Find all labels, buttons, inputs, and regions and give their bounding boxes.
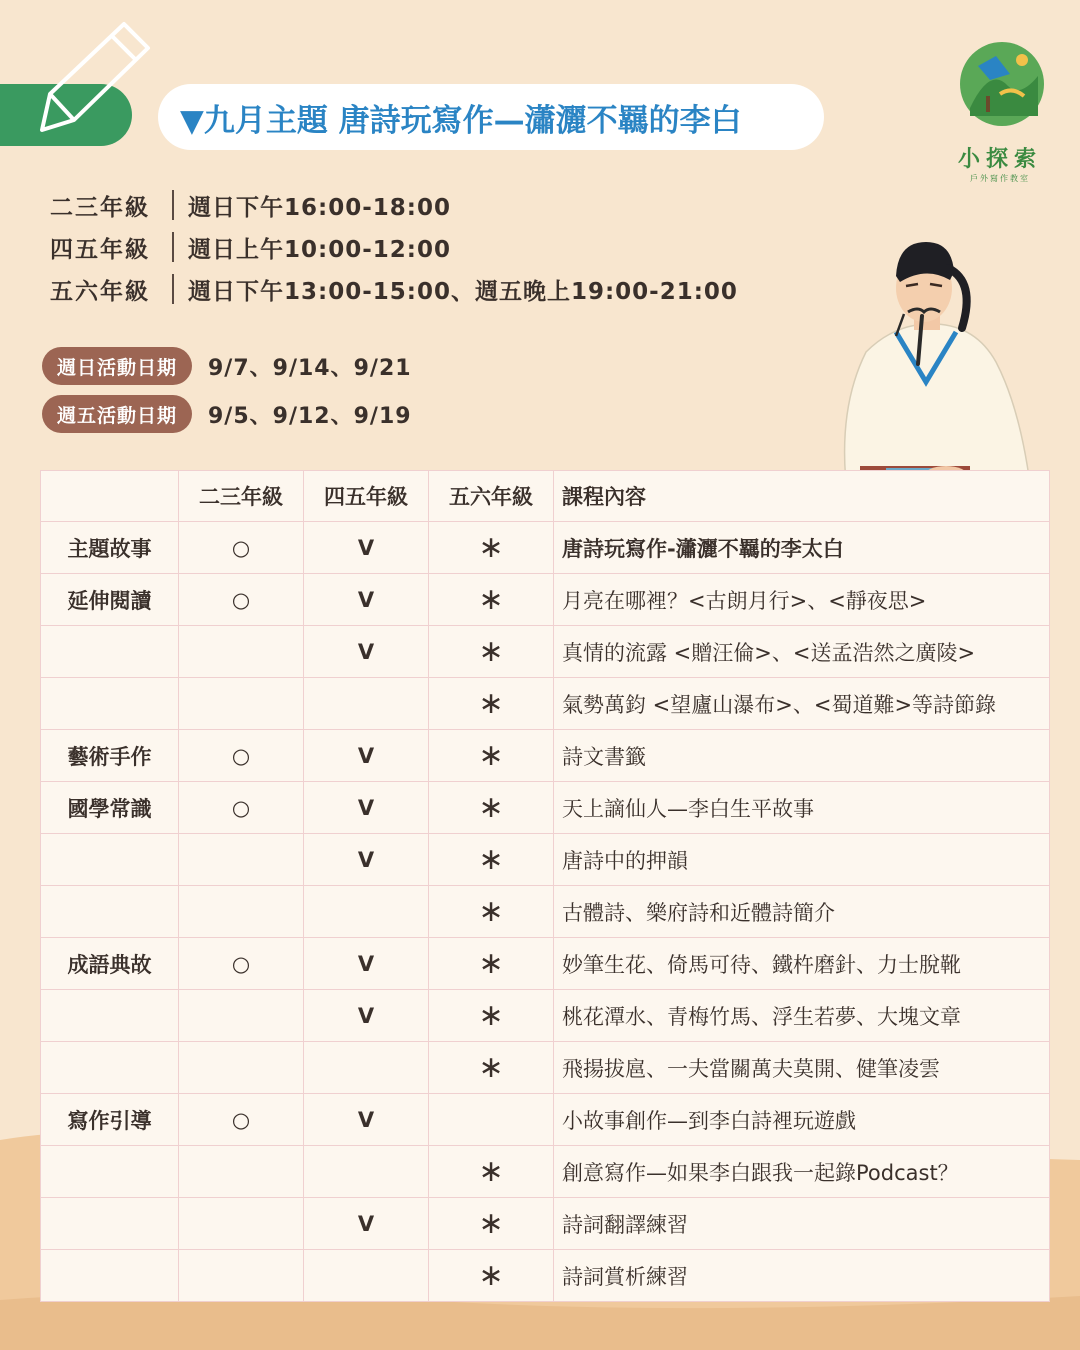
grade-45-mark: V [304, 626, 429, 678]
grade-23-mark [179, 678, 304, 730]
row-category: 寫作引導 [41, 1094, 179, 1146]
row-category [41, 990, 179, 1042]
table-row [41, 626, 1050, 678]
schedule-row [50, 184, 738, 226]
grade-23-mark: ○ [179, 938, 304, 990]
page-title [158, 84, 824, 150]
row-content: 月亮在哪裡？<古朗月行>、<靜夜思> [554, 574, 1050, 626]
table-row [41, 886, 1050, 938]
grade-23-mark: ○ [179, 522, 304, 574]
grade-56-mark: ∗ [429, 626, 554, 678]
column-header-category [41, 471, 179, 522]
grade-45-mark [304, 1042, 429, 1094]
row-content: 古體詩、樂府詩和近體詩簡介 [554, 886, 1050, 938]
date-value: 9/5、9/12、9/19 [208, 403, 412, 429]
grade-45-mark [304, 1250, 429, 1302]
grade-23-mark [179, 1146, 304, 1198]
li-bai-portrait-illustration [826, 232, 1036, 500]
schedule-time: 週日上午10:00-12:00 [188, 236, 451, 263]
table-row [41, 1042, 1050, 1094]
grade-56-mark: ∗ [429, 1198, 554, 1250]
grade-56-mark: ∗ [429, 938, 554, 990]
row-category [41, 626, 179, 678]
grade-45-mark: V [304, 990, 429, 1042]
row-category: 延伸閱讀 [41, 574, 179, 626]
table-row [41, 834, 1050, 886]
grade-23-mark: ○ [179, 574, 304, 626]
grade-23-mark: ○ [179, 730, 304, 782]
grade-45-mark: V [304, 782, 429, 834]
date-value: 9/7、9/14、9/21 [208, 355, 412, 381]
table-row [41, 522, 1050, 574]
table-row [41, 990, 1050, 1042]
table-header-row [41, 471, 1050, 522]
grade-23-mark [179, 1042, 304, 1094]
grade-56-mark [429, 1094, 554, 1146]
schedule-row [50, 268, 738, 310]
date-label-badge: 週日活動日期 [42, 347, 192, 385]
activity-dates [42, 346, 412, 442]
row-category [41, 678, 179, 730]
grade-45-mark: V [304, 574, 429, 626]
grade-45-mark: V [304, 730, 429, 782]
grade-23-mark: ○ [179, 1094, 304, 1146]
row-category [41, 1250, 179, 1302]
row-category [41, 1198, 179, 1250]
grade-45-mark: V [304, 1198, 429, 1250]
grade-56-mark: ∗ [429, 1146, 554, 1198]
divider [172, 232, 174, 262]
grade-23-mark [179, 886, 304, 938]
grade-56-mark: ∗ [429, 990, 554, 1042]
table-row [41, 1146, 1050, 1198]
row-category [41, 1042, 179, 1094]
grade-23-mark: ○ [179, 782, 304, 834]
grade-56-mark: ∗ [429, 834, 554, 886]
row-content: 真情的流露 <贈汪倫>、<送孟浩然之廣陵> [554, 626, 1050, 678]
table-row [41, 938, 1050, 990]
date-label-badge: 週五活動日期 [42, 395, 192, 433]
table-row [41, 730, 1050, 782]
column-header-grade-56: 五六年級 [429, 471, 554, 522]
grade-56-mark: ∗ [429, 782, 554, 834]
schedule-list [50, 184, 738, 310]
grade-45-mark: V [304, 938, 429, 990]
row-content: 唐詩中的押韻 [554, 834, 1050, 886]
row-category: 國學常識 [41, 782, 179, 834]
schedule-time: 週日下午16:00-18:00 [188, 194, 451, 221]
column-header-grade-23: 二三年級 [179, 471, 304, 522]
row-content: 氣勢萬鈞 <望廬山瀑布>、<蜀道難>等詩節錄 [554, 678, 1050, 730]
table-row [41, 782, 1050, 834]
grade-56-mark: ∗ [429, 678, 554, 730]
pencil-icon [30, 18, 160, 140]
schedule-time: 週日下午13:00-15:00、週五晚上19:00-21:00 [188, 278, 738, 305]
schedule-grade: 四五年級 [50, 236, 150, 263]
grade-56-mark: ∗ [429, 522, 554, 574]
grade-23-mark [179, 626, 304, 678]
divider [172, 190, 174, 220]
row-content: 桃花潭水、青梅竹馬、浮生若夢、大塊文章 [554, 990, 1050, 1042]
grade-23-mark [179, 1250, 304, 1302]
grade-45-mark: V [304, 834, 429, 886]
schedule-grade: 五六年級 [50, 278, 150, 305]
brand-logo [945, 36, 1055, 186]
row-category [41, 834, 179, 886]
grade-45-mark [304, 886, 429, 938]
logo-emblem-icon [950, 36, 1050, 136]
grade-56-mark: ∗ [429, 574, 554, 626]
row-content: 天上謫仙人—李白生平故事 [554, 782, 1050, 834]
page-title-text: ▼九月主題 唐詩玩寫作—瀟灑不羈的李白 [180, 102, 742, 139]
table-row [41, 574, 1050, 626]
grade-23-mark [179, 990, 304, 1042]
row-content: 創意寫作—如果李白跟我一起錄Podcast？ [554, 1146, 1050, 1198]
row-content: 詩詞賞析練習 [554, 1250, 1050, 1302]
row-category [41, 1146, 179, 1198]
divider [172, 274, 174, 304]
row-category: 成語典故 [41, 938, 179, 990]
table-row [41, 678, 1050, 730]
grade-56-mark: ∗ [429, 1250, 554, 1302]
grade-45-mark [304, 678, 429, 730]
grade-56-mark: ∗ [429, 1042, 554, 1094]
grade-23-mark [179, 834, 304, 886]
schedule-grade: 二三年級 [50, 194, 150, 221]
grade-45-mark: V [304, 1094, 429, 1146]
grade-45-mark [304, 1146, 429, 1198]
grade-56-mark: ∗ [429, 730, 554, 782]
row-content: 妙筆生花、倚馬可待、鐵杵磨針、力士脫靴 [554, 938, 1050, 990]
course-table [40, 470, 1050, 1302]
grade-23-mark [179, 1198, 304, 1250]
table-row [41, 1250, 1050, 1302]
row-content: 詩詞翻譯練習 [554, 1198, 1050, 1250]
row-content: 飛揚拔扈、一夫當關萬夫莫開、健筆凌雲 [554, 1042, 1050, 1094]
table-row [41, 1198, 1050, 1250]
row-category: 藝術手作 [41, 730, 179, 782]
grade-56-mark: ∗ [429, 886, 554, 938]
row-category [41, 886, 179, 938]
date-row [42, 394, 412, 434]
logo-subtitle: 戶外寫作教室 [970, 174, 1030, 183]
logo-name: 小探索 [957, 147, 1042, 172]
date-row [42, 346, 412, 386]
row-category: 主題故事 [41, 522, 179, 574]
column-header-grade-45: 四五年級 [304, 471, 429, 522]
schedule-row [50, 226, 738, 268]
row-content: 小故事創作—到李白詩裡玩遊戲 [554, 1094, 1050, 1146]
column-header-content: 課程內容 [554, 471, 1050, 522]
table-row [41, 1094, 1050, 1146]
row-content: 詩文書籤 [554, 730, 1050, 782]
grade-45-mark: V [304, 522, 429, 574]
row-content: 唐詩玩寫作-瀟灑不羈的李太白 [554, 522, 1050, 574]
